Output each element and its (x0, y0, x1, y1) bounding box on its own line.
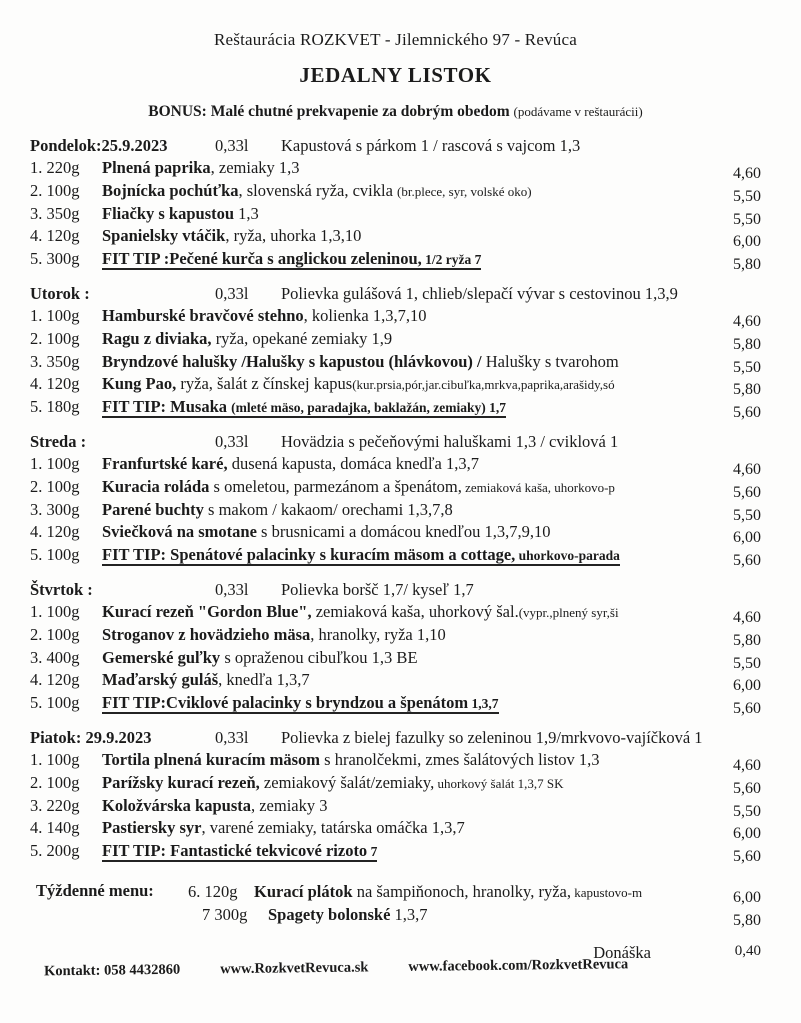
dish-description: , varené zemiaky, tatárska omáčka 1,3,7 (201, 818, 465, 838)
dish-note-small: uhorkovo-parada (515, 548, 620, 564)
menu-item (30, 647, 761, 670)
dish-note-small: (br.plece, syr, volské oko) (397, 183, 532, 199)
dish-note-small: 7 (367, 844, 378, 860)
day-section (30, 727, 761, 866)
dish-name: Bojnícka pochúťka (102, 180, 239, 200)
day-header (30, 727, 761, 749)
menu-item-fit-tip (30, 396, 761, 422)
soup-volume: 0,33l (215, 579, 249, 599)
menu-item (30, 669, 761, 695)
dish-name: Franfurtské karé, (102, 453, 228, 473)
soup-volume: 0,33l (215, 136, 249, 155)
dish-text (102, 328, 711, 350)
dish-text (102, 157, 711, 179)
restaurant-header: Reštaurácia ROZKVET - Jilemnického 97 - Revúca (214, 30, 577, 49)
day-section (30, 579, 761, 718)
item-number-grams: 6. 120g (188, 881, 238, 901)
day-section (30, 431, 761, 570)
item-price: 6,00 (733, 677, 761, 695)
dish-note-small: kapustovo-m (570, 884, 643, 900)
dish-text (102, 544, 711, 567)
item-number-grams: 5. 180g (30, 397, 80, 417)
dish-description: s makom / kakaom/ orechami 1,3,7,8 (203, 499, 453, 519)
item-price: 5,80 (733, 631, 761, 649)
menu-item (30, 305, 761, 328)
menu-item (202, 904, 761, 927)
item-number-grams: 3. 220g (30, 795, 80, 815)
menu-item-fit-tip (30, 544, 761, 570)
soup-volume: 0,33l (215, 283, 249, 303)
dish-name: Gemerské guľky (102, 647, 221, 667)
menu-item (30, 624, 761, 647)
day-section (30, 283, 761, 422)
dish-name: Pastiersky syr (102, 818, 202, 838)
menu-item (30, 521, 761, 547)
dish-description: s omeletou, parmezánom a špenátom, (209, 476, 462, 496)
item-number-grams: 5. 300g (30, 249, 80, 269)
dish-text (102, 795, 711, 817)
dish-description: , hranolky, ryža 1,10 (310, 624, 446, 644)
dish-note-small: zemiaková kaša, uhorkovo-p (461, 479, 615, 495)
dish-name: Spagety bolonské (268, 904, 391, 924)
menu-item (30, 373, 761, 399)
item-price: 5,60 (733, 700, 761, 718)
dish-name: Parížsky kurací rezeň, (102, 772, 260, 792)
day-section (30, 135, 761, 274)
dish-description: 1,3,7 (390, 904, 428, 924)
dish-text (102, 225, 711, 247)
menu-item (30, 203, 761, 226)
dish-text (102, 749, 711, 771)
dish-name: FIT TIP: Spenátové palacinky s kuracím mäsom a cottage, (102, 545, 516, 565)
dish-text (102, 396, 711, 419)
dish-description: ryža, šalát z čínskej kapus (176, 374, 353, 394)
soup-description: Polievka boršč 1,7/ kyseľ 1,7 (281, 579, 474, 599)
fit-tip-underline (102, 545, 620, 566)
menu-item (30, 601, 761, 624)
dish-description: zemiakový šalát/zemiaky, (259, 772, 435, 792)
item-number-grams: 3. 400g (30, 647, 80, 667)
fit-tip-underline (102, 249, 481, 270)
dish-name: Hamburské bravčové stehno (102, 305, 304, 325)
item-number-grams: 3. 300g (30, 499, 80, 519)
dish-description: , zemiaky 3 (250, 795, 328, 815)
weekly-menu-label: Týždenné menu: (36, 880, 154, 900)
dish-note-small: uhorkový šalát 1,3,7 SK (434, 775, 564, 791)
item-price: 5,60 (733, 779, 761, 797)
menu-item-fit-tip (30, 840, 761, 866)
dish-description: 1,3 (234, 203, 259, 223)
dish-name: Ragu z diviaka, (102, 328, 212, 348)
delivery-label: Donáška (593, 942, 651, 962)
item-number-grams: 2. 100g (30, 624, 80, 644)
dish-name: Plnená paprika (102, 158, 211, 177)
dish-description: ryža, opekané zemiaky 1,9 (211, 328, 393, 348)
item-price: 5,80 (733, 335, 761, 353)
dish-name: Kurací rezeň "Gordon Blue", (102, 601, 312, 621)
soup-volume: 0,33l (215, 431, 249, 451)
item-number-grams: 2. 100g (30, 328, 80, 348)
dish-text (102, 305, 711, 327)
soup-description: Polievka z bielej fazulky so zeleninou 1,9/mrkvovo-vajíčková 1 (281, 727, 703, 747)
soup-description: Kapustová s párkom 1 / rascová s vajcom 1,3 (281, 136, 581, 155)
website-url: www.RozkvetRevuca.sk (220, 958, 369, 977)
day-header (30, 135, 761, 157)
dish-text (102, 840, 711, 863)
delivery-price: 0,40 (734, 942, 761, 959)
dish-description: , knedľa 1,3,7 (218, 670, 310, 690)
menu-days (30, 135, 761, 866)
menu-item (30, 351, 761, 374)
item-price: 5,80 (733, 381, 761, 399)
dish-description: Halušky s tvarohom (481, 351, 619, 371)
item-price: 6,00 (733, 233, 761, 251)
dish-name: Kuracia roláda (102, 476, 210, 496)
item-price: 5,50 (733, 187, 761, 205)
dish-name: Kurací plátok (254, 881, 353, 901)
bonus-text: BONUS: Malé chutné prekvapenie za dobrým obedom (148, 103, 510, 120)
menu-item (30, 180, 761, 203)
facebook-url: www.facebook.com/RozkvetRevuca (408, 955, 629, 975)
item-number-grams: 4. 140g (30, 818, 80, 838)
day-header (30, 431, 761, 453)
dish-note-small: 1,3,7 (468, 696, 499, 712)
dish-name: Koložvárska kapusta (102, 795, 251, 815)
dish-text (254, 881, 711, 904)
dish-note-small: (kur.prsia,pór,jar.cibuľka,mrkva,paprika,arašidy,só (352, 377, 615, 393)
dish-description: na šampiňonoch, hranolky, ryža, (352, 881, 571, 901)
dish-text (102, 692, 711, 715)
dish-description: , kolienka 1,3,7,10 (303, 305, 427, 325)
dish-name: Stroganov z hovädzieho mäsa (102, 624, 311, 644)
item-number-grams: 5. 100g (30, 693, 80, 713)
item-number-grams: 3. 350g (30, 203, 80, 223)
dish-description: zemiaková kaša, uhorkový šal. (311, 601, 519, 621)
day-header (30, 579, 761, 601)
dish-description: , slovenská ryža, cvikla (238, 180, 398, 200)
menu-item (30, 772, 761, 795)
contact-phone: Kontakt: 058 4432860 (43, 961, 181, 979)
menu-item (30, 225, 761, 251)
dish-text (102, 647, 711, 669)
soup-volume: 0,33l (215, 727, 249, 747)
dish-description: s brusnicami a domácou knedľou 1,3,7,9,10 (256, 522, 551, 542)
item-number-grams: 2. 100g (30, 476, 80, 496)
item-price: 6,00 (733, 888, 761, 906)
item-price: 5,50 (733, 210, 761, 228)
dish-name: Sviečková na smotane (102, 522, 257, 542)
dish-name: Tortila plnená kuracím mäsom (102, 749, 321, 769)
item-price: 4,60 (733, 756, 761, 774)
item-price: 4,60 (733, 608, 761, 626)
menu-title: JEDALNY LISTOK (299, 63, 492, 87)
dish-text (102, 373, 711, 396)
item-number-grams: 4. 120g (30, 522, 80, 542)
dish-note-small: (mleté mäso, paradajka, baklažán, zemiaky) 1,7 (231, 400, 506, 416)
item-number-grams: 4. 120g (30, 226, 80, 246)
item-price: 4,60 (733, 165, 761, 182)
fit-tip-underline (102, 693, 499, 714)
item-number-grams: 2. 100g (30, 772, 80, 792)
item-price: 5,60 (733, 552, 761, 570)
item-number-grams: 5. 200g (30, 841, 80, 861)
menu-item (30, 499, 761, 522)
menu-item (30, 453, 761, 476)
item-number-grams: 3. 350g (30, 351, 80, 371)
dish-text (102, 453, 711, 475)
item-price: 4,60 (733, 312, 761, 330)
bonus-line (30, 103, 761, 121)
item-price: 6,00 (733, 529, 761, 547)
dish-name: Parené buchty (102, 499, 204, 519)
menu-item (30, 328, 761, 351)
day-name: Piatok: 29.9.2023 (30, 727, 152, 747)
dish-text (102, 669, 711, 691)
item-price: 6,00 (733, 825, 761, 843)
dish-name: FIT TIP:Cviklové palacinky s bryndzou a špenátom (102, 693, 469, 713)
menu-item-fit-tip (30, 248, 761, 274)
item-number-grams: 1. 100g (30, 749, 80, 769)
fit-tip-underline (102, 841, 377, 862)
item-price: 5,50 (733, 358, 761, 376)
item-number-grams: 4. 120g (30, 670, 80, 690)
soup-description: Polievka gulášová 1, chlieb/slepačí vývar s cestovinou 1,3,9 (281, 283, 678, 303)
dish-text (102, 772, 711, 795)
day-name: Streda : (30, 431, 87, 451)
dish-text (102, 601, 711, 624)
dish-text (102, 817, 711, 839)
dish-name: FIT TIP: Fantastické tekvicové rizoto (102, 841, 368, 861)
item-number-grams: 5. 100g (30, 545, 80, 565)
soup-description: Hovädzia s pečeňovými haluškami 1,3 / cviklová 1 (281, 431, 619, 451)
dish-text (102, 248, 711, 271)
menu-item-fit-tip (30, 692, 761, 718)
dish-name: Fliačky s kapustou (102, 203, 235, 223)
menu-item (30, 476, 761, 499)
bonus-note: (podávame v reštaurácii) (513, 104, 643, 119)
fit-tip-underline (102, 397, 506, 418)
dish-name: FIT TIP: Musaka (102, 397, 232, 417)
dish-name: Maďarský guláš (102, 670, 219, 690)
dish-name: Bryndzové halušky /Halušky s kapustou (hlávkovou) / (102, 351, 482, 371)
weekly-menu-items (188, 881, 761, 927)
dish-description: s hranolčekmi, zmes šalátových listov 1,3 (320, 749, 600, 769)
item-price: 5,80 (733, 256, 761, 274)
dish-text (102, 499, 711, 521)
dish-note-small: (vypr.,plnený syr,ši (518, 604, 619, 620)
dish-text (102, 180, 711, 203)
item-price: 5,80 (733, 911, 761, 929)
item-number-grams: 1. 220g (30, 158, 80, 177)
item-number-grams: 1. 100g (30, 453, 80, 473)
weekly-menu (30, 881, 761, 927)
item-number-grams: 1. 100g (30, 601, 80, 621)
item-number-grams: 2. 100g (30, 180, 80, 200)
menu-item (30, 157, 761, 180)
menu-item (30, 795, 761, 818)
dish-note-small: 1/2 ryža 7 (421, 252, 482, 268)
day-name: Pondelok:25.9.2023 (30, 136, 168, 155)
item-price: 5,60 (733, 848, 761, 866)
item-price: 5,60 (733, 404, 761, 422)
dish-text (102, 203, 711, 225)
item-number-grams: 4. 120g (30, 374, 80, 394)
menu-item (188, 881, 761, 904)
item-price: 5,60 (733, 483, 761, 501)
dish-description: , ryža, uhorka 1,3,10 (225, 226, 362, 246)
item-number-grams: 7 300g (202, 904, 248, 924)
dish-name: Kung Pao, (102, 374, 177, 394)
dish-text (102, 624, 711, 646)
day-name: Utorok : (30, 283, 90, 303)
dish-text (102, 476, 711, 499)
menu-item (30, 749, 761, 772)
dish-text (268, 904, 711, 926)
day-header (30, 283, 761, 305)
dish-name: FIT TIP :Pečené kurča s anglickou zeleninou, (102, 249, 422, 269)
dish-description: , zemiaky 1,3 (210, 158, 300, 177)
item-number-grams: 1. 100g (30, 305, 80, 325)
dish-text (102, 351, 711, 373)
dish-text (102, 521, 711, 543)
item-price: 5,50 (733, 654, 761, 672)
item-price: 5,50 (733, 802, 761, 820)
dish-description: dusená kapusta, domáca knedľa 1,3,7 (227, 453, 479, 473)
menu-item (30, 817, 761, 843)
item-price: 5,50 (733, 506, 761, 524)
dish-name: Spanielsky vtáčik (102, 226, 226, 246)
dish-description: s opraženou cibuľkou 1,3 BE (220, 647, 418, 667)
day-name: Štvrtok : (30, 579, 93, 599)
item-price: 4,60 (733, 460, 761, 478)
